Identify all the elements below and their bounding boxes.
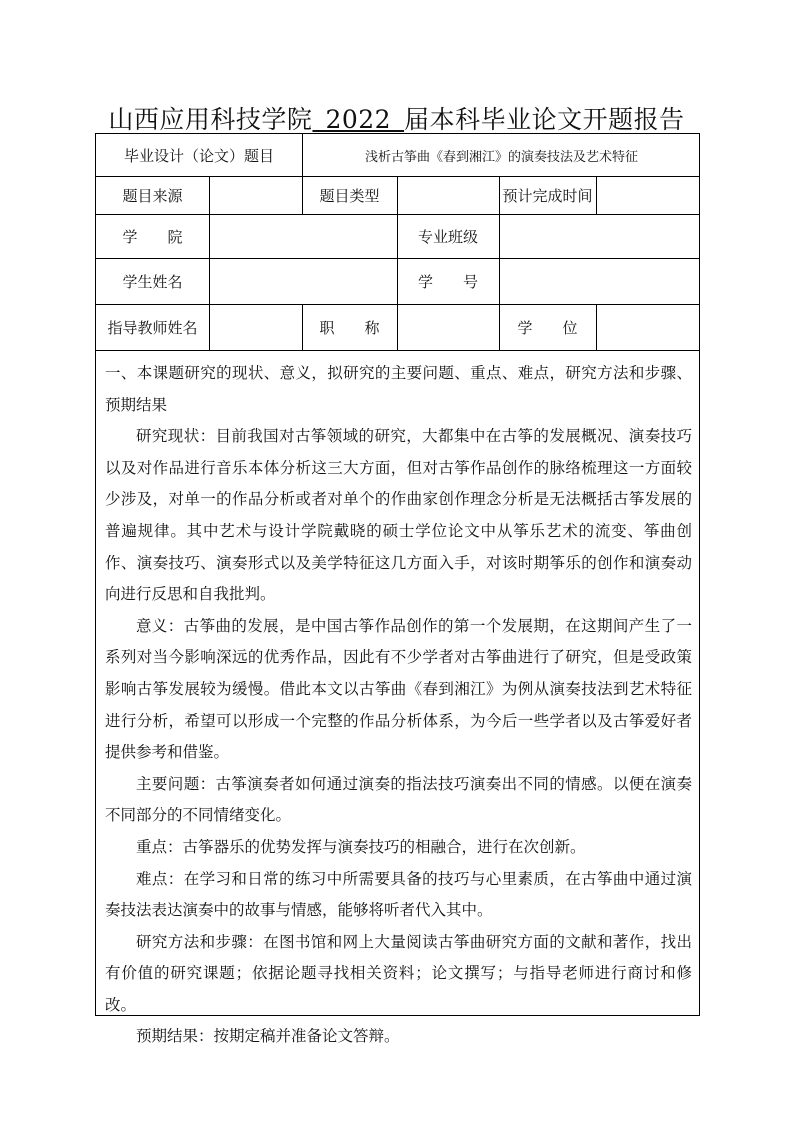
major-label: 专业班级 (417, 227, 478, 246)
difficulties: 难点：在学习和日常的练习中所需要具备的技巧与心里素质，在古筝曲中通过演奏技法表达演奏中的故事与情感，能够将听者代入其中。 (105, 869, 692, 920)
source-value[interactable] (209, 176, 302, 214)
title-prefix: 山西应用科技学院 (108, 105, 313, 134)
degree-label: 学 位 (517, 318, 578, 337)
type-label: 题目类型 (319, 186, 380, 205)
student-id-label: 学 号 (417, 272, 478, 291)
degree-value[interactable] (596, 304, 701, 350)
college-label: 学 院 (122, 227, 183, 246)
deadline-value[interactable] (596, 176, 701, 214)
topic-label: 毕业设计（论文）题目 (123, 146, 274, 165)
title-suffix: 届本科毕业论文开题报告 (404, 105, 685, 134)
major-value[interactable] (499, 214, 701, 258)
expected-results: 预期结果：按期定稿并准备论文答辩。 (136, 1027, 400, 1046)
advisor-value[interactable] (209, 304, 302, 350)
row-divider (96, 350, 699, 351)
main-problems: 主要问题：古筝演奏者如何通过演奏的指法技巧演奏出不同的情感。以便在演奏不同部分的不同情绪变化。 (105, 774, 692, 825)
title-rank-label: 职 称 (319, 318, 380, 337)
student-name-value[interactable] (209, 258, 397, 304)
advisor-label: 指导教师姓名 (107, 318, 198, 337)
topic-value[interactable]: 浅析古筝曲《春到湘江》的演奏技法及艺术特征 (364, 149, 638, 165)
page-title (0, 100, 793, 136)
student-id-value[interactable] (499, 258, 701, 304)
section-heading: 一、本课题研究的现状、意义，拟研究的主要问题、重点、难点，研究方法和步骤、预期结果 (105, 364, 692, 414)
student-name-label: 学生姓名 (122, 272, 183, 291)
title-year: _2022_ (312, 105, 405, 134)
type-value[interactable] (397, 176, 499, 214)
methods-steps: 研究方法和步骤：在图书馆和网上大量阅读古筝曲研究方面的文献和著作，找出有价值的研究课题；依据论题寻找相关资料；论文撰写；与指导老师进行商讨和修改。 (105, 932, 692, 1014)
report-body (105, 358, 692, 1053)
source-label: 题目来源 (122, 186, 183, 205)
college-value[interactable] (209, 214, 397, 258)
deadline-label: 预计完成时间 (502, 186, 593, 205)
research-status: 研究现状：目前我国对古筝领域的研究，大都集中在古筝的发展概况、演奏技巧以及对作品进行音乐本体分析这三大方面，但对古筝作品创作的脉络梳理这一方面较少涉及，对单一的作品分析或者对单个的作曲家创作理念分析是无法概括古筝发展的普遍规律。其中艺术与设计学院戴晓的硕士学位论文中从筝乐艺术的流变、筝曲创作、演奏技巧、演奏形式以及美学特征这几方面入手，对该时期筝乐的创作和演奏动向进行反思和自我批判。 (105, 427, 692, 604)
title-rank-value[interactable] (397, 304, 499, 350)
key-points: 重点：古筝器乐的优势发挥与演奏技巧的相融合，进行在次创新。 (136, 837, 586, 856)
research-significance: 意义：古筝曲的发展，是中国古筝作品创作的第一个发展期，在这期间产生了一系列对当今影响深远的优秀作品，因此有不少学者对古筝曲进行了研究，但是受政策影响古筝发展较为缓慢。借此本文以古筝曲《春到湘江》为例从演奏技法到艺术特征进行分析，希望可以形成一个完整的作品分析体系，为今后一些学者以及古筝爱好者提供参考和借鉴。 (105, 616, 692, 762)
report-form (95, 133, 700, 1046)
